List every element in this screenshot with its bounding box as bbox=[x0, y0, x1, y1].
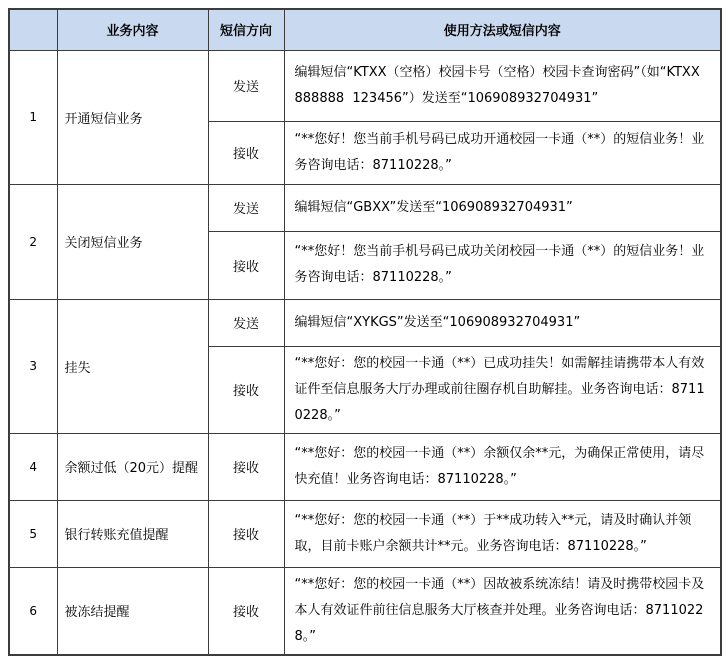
direction-cell: 发送 bbox=[208, 184, 284, 231]
table-row bbox=[9, 299, 721, 346]
direction-cell: 接收 bbox=[208, 567, 284, 655]
row-number: 5 bbox=[9, 500, 57, 567]
table-row bbox=[9, 567, 721, 655]
direction-cell: 接收 bbox=[208, 500, 284, 567]
content-cell: “**您好：您的校园一卡通（**）因故被系统冻结！请及时携带校园卡及本人有效证件前往信息服务大厅核查并处理。业务咨询电话：87110228。” bbox=[284, 567, 721, 655]
direction-cell: 接收 bbox=[208, 346, 284, 433]
header-cell-index bbox=[9, 9, 57, 50]
direction-cell: 接收 bbox=[208, 121, 284, 184]
row-number: 3 bbox=[9, 299, 57, 433]
table-row bbox=[9, 50, 721, 121]
service-name: 开通短信业务 bbox=[57, 50, 208, 184]
header-cell-service: 业务内容 bbox=[57, 9, 208, 50]
direction-cell: 接收 bbox=[208, 231, 284, 299]
content-cell: “**您好！您当前手机号码已成功开通校园一卡通（**）的短信业务！业务咨询电话：87110228。” bbox=[284, 121, 721, 184]
header-cell-usage: 使用方法或短信内容 bbox=[284, 9, 721, 50]
row-number: 4 bbox=[9, 433, 57, 500]
header-cell-direction: 短信方向 bbox=[208, 9, 284, 50]
header-row bbox=[9, 9, 721, 50]
content-cell: 编辑短信“KTXX（空格）校园卡号（空格）校园卡查询密码”（如“KTXX 888888 123456”）发送至“106908932704931” bbox=[284, 50, 721, 121]
table-row bbox=[9, 433, 721, 500]
content-cell: 编辑短信“XYKGS”发送至“106908932704931” bbox=[284, 299, 721, 346]
direction-cell: 发送 bbox=[208, 299, 284, 346]
table-row bbox=[9, 500, 721, 567]
table-row bbox=[9, 184, 721, 231]
content-cell: “**您好：您的校园一卡通（**）余额仅余**元，为确保正常使用，请尽快充值！业务咨询电话：87110228。” bbox=[284, 433, 721, 500]
content-cell: “**您好：您的校园一卡通（**）于**成功转入**元，请及时确认并领取，目前卡账户余额共计**元。业务咨询电话：87110228。” bbox=[284, 500, 721, 567]
service-name: 挂失 bbox=[57, 299, 208, 433]
sms-service-table bbox=[8, 8, 722, 656]
direction-cell: 发送 bbox=[208, 50, 284, 121]
direction-cell: 接收 bbox=[208, 433, 284, 500]
row-number: 1 bbox=[9, 50, 57, 184]
service-name: 被冻结提醒 bbox=[57, 567, 208, 655]
content-cell: “**您好！您当前手机号码已成功关闭校园一卡通（**）的短信业务！业务咨询电话：87110228。” bbox=[284, 231, 721, 299]
service-name: 关闭短信业务 bbox=[57, 184, 208, 299]
content-cell: “**您好：您的校园一卡通（**）已成功挂失！如需解挂请携带本人有效证件至信息服务大厅办理或前往圈存机自助解挂。业务咨询电话：87110228。” bbox=[284, 346, 721, 433]
service-name: 余额过低（20元）提醒 bbox=[57, 433, 208, 500]
service-name: 银行转账充值提醒 bbox=[57, 500, 208, 567]
content-cell: 编辑短信“GBXX”发送至“106908932704931” bbox=[284, 184, 721, 231]
row-number: 2 bbox=[9, 184, 57, 299]
row-number: 6 bbox=[9, 567, 57, 655]
